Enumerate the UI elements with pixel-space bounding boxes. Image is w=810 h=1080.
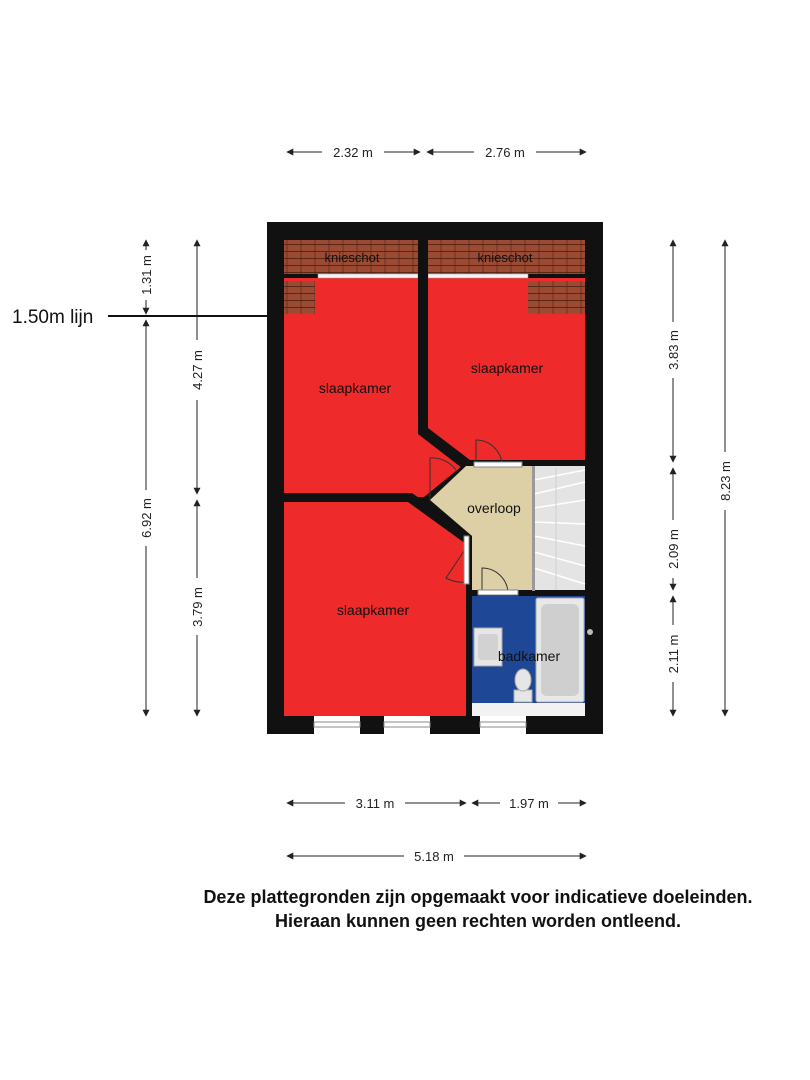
room-label-landing: overloop bbox=[467, 500, 521, 516]
dim-right-inner-top: 3.83 m bbox=[666, 330, 681, 370]
dim-left-inner-bottom: 3.79 m bbox=[190, 587, 205, 627]
knee-wall-left-small bbox=[284, 281, 315, 314]
bathroom-bottom-strip bbox=[472, 703, 585, 716]
knee-wall-label-right: knieschot bbox=[477, 250, 533, 265]
dim-top-left: 2.32 m bbox=[333, 145, 373, 160]
dim-right-inner-bottom: 2.11 m bbox=[666, 634, 681, 674]
line-150m-label: 1.50m lijn bbox=[12, 307, 94, 328]
knee-wall-right-small bbox=[528, 281, 585, 314]
windows bbox=[314, 716, 526, 734]
dim-left-outer-top: 1.31 m bbox=[139, 255, 154, 295]
disclaimer-line-1: Deze plattegronden zijn opgemaakt voor indicatieve doeleinden. bbox=[203, 887, 753, 907]
dim-right-outer-total: 8.23 m bbox=[718, 461, 733, 501]
staircase bbox=[534, 466, 585, 591]
toilet bbox=[514, 690, 532, 702]
dim-top-right: 2.76 m bbox=[485, 145, 525, 160]
dim-bottom-total: 5.18 m bbox=[414, 849, 454, 864]
room-label-bedroom-top-right: slaapkamer bbox=[470, 360, 544, 376]
dim-left-outer-bottom: 6.92 m bbox=[139, 498, 154, 538]
dim-right-inner-middle: 2.09 m bbox=[666, 529, 681, 569]
disclaimer-line-2: Hieraan kunnen geen rechten worden ontleend. bbox=[274, 911, 682, 931]
room-label-bedroom-top-left: slaapkamer bbox=[318, 380, 392, 396]
dim-bottom-left: 3.11 m bbox=[355, 796, 395, 811]
knee-wall-label-left: knieschot bbox=[324, 250, 380, 265]
dim-bottom-right: 1.97 m bbox=[509, 796, 549, 811]
room-label-bedroom-bottom: slaapkamer bbox=[336, 602, 410, 618]
room-label-bathroom: badkamer bbox=[497, 648, 561, 664]
dim-left-inner-top: 4.27 m bbox=[190, 350, 205, 390]
